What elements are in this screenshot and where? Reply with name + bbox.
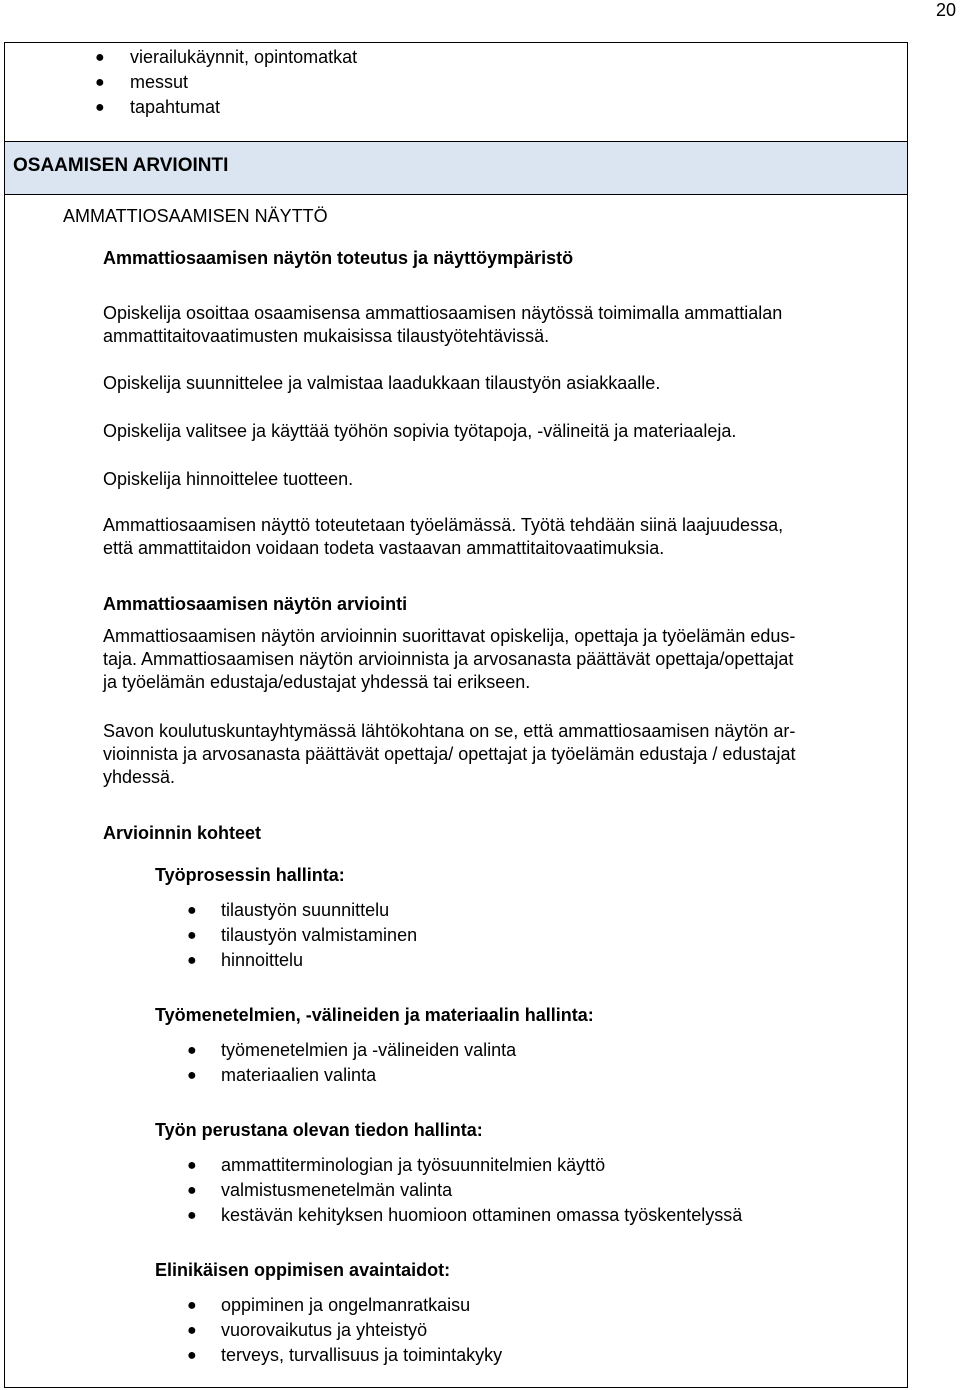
bullet-icon: ● <box>187 1207 197 1224</box>
bullet-icon: ● <box>187 1322 197 1339</box>
bullet-icon: ● <box>95 74 105 91</box>
bullet-icon: ● <box>187 1347 197 1364</box>
section-header <box>5 142 907 195</box>
bullet-icon: ● <box>187 1042 197 1059</box>
subheading-kohteet: Arvioinnin kohteet <box>103 823 262 843</box>
section-title: OSAAMISEN ARVIOINTI <box>13 155 229 176</box>
paragraph-6: Ammattiosaamisen näytön arvioinnin suorittavat opiskelija, opettaja ja työelämän edus- taja. Ammattiosaamisen näytön arvioinnista ja arvosanasta päättävät opettaja/opettajat ja työelämän edustaja/edustajat yhdessä tai erikseen. <box>103 626 796 692</box>
paragraph-5: Ammattiosaamisen näyttö toteutetaan työelämässä. Työtä tehdään siinä laajuudessa, että ammattitaidon voidaan todeta vastaavan ammattitaitovaatimuksia. <box>103 515 784 558</box>
bullet-icon: ● <box>187 1157 197 1174</box>
bullet-icon: ● <box>187 902 197 919</box>
group-title: Elinikäisen oppimisen avaintaidot: <box>155 1260 451 1280</box>
bullet-icon: ● <box>187 1067 197 1084</box>
top-section: ● vierailukäynnit, opintomatkat ● messut ● tapahtumat <box>5 43 907 142</box>
paragraph-3: Opiskelija valitsee ja käyttää työhön sopivia työtapoja, -välineitä ja materiaaleja. <box>103 421 737 441</box>
paragraph-7: Savon koulutuskuntayhtymässä lähtökohtana on se, että ammattiosaamisen näytön ar- vioinnista ja arvosanasta päättävät opettaja/ opettajat ja työelämän edustaja / edustajat yhdessä. <box>103 721 796 787</box>
bullet-icon: ● <box>187 952 197 969</box>
group-title: Työmenetelmien, -välineiden ja materiaalin hallinta: <box>155 1005 594 1025</box>
bullet-icon: ● <box>187 1182 197 1199</box>
paragraph-1: Opiskelija osoittaa osaamisensa ammattiosaamisen näytössä toimimalla ammattialan ammattitaitovaatimusten mukaisissa tilaustyötehtävissä. <box>103 303 783 346</box>
page-number: 20 <box>935 0 956 20</box>
paragraph-2: Opiskelija suunnittelee ja valmistaa laadukkaan tilaustyön asiakkaalle. <box>103 373 661 393</box>
group-title: Työn perustana olevan tiedon hallinta: <box>155 1120 483 1140</box>
main-heading: AMMATTIOSAAMISEN NÄYTTÖ <box>63 206 328 226</box>
subheading-toteutus: Ammattiosaamisen näytön toteutus ja näyttöympäristö <box>103 248 574 268</box>
bullet-icon: ● <box>187 927 197 944</box>
subheading-arviointi: Ammattiosaamisen näytön arviointi <box>103 594 408 614</box>
content-frame: ● vierailukäynnit, opintomatkat ● messut ● tapahtumat OSAAMISEN ARVIOINTI AMMATTIOSAAMISEN NÄYTTÖ Ammattiosaamisen näytön toteutus ja näyttöympäristö Opiskelija osoittaa osaamisensa ammattiosaamisen näytössä toimimalla ammattialan ammattitaitovaatimusten mukaisissa tilaustyötehtävissä. Opiskelija suunnittelee ja valmistaa laadukkaan tilaustyön asiakkaalle. Opiskelija valitsee ja käyttää työhön sopivia työtapoja, -välineitä ja materiaaleja. Opiskelija hinnoittelee tuotteen. Ammattiosaamisen näyttö toteutetaan työelämässä. Työtä tehdään siinä laajuudessa, että ammattitaidon voidaan todeta vastaavan ammattitaitovaatimuksia. Ammattiosaamisen näytön arviointi Ammattiosaamisen näytön arvioinnin suorittavat opiskelija, opettaja ja työelämän edus- taja. Ammattiosaamisen näytön arvioinnista ja arvosanasta päättävät opettaja/opettajat ja työelämän edustaja/edustajat yhdessä tai erikseen. Savon koulutuskuntayhtymässä lähtökohtana on se, että ammattiosaamisen näytön ar- vioinnista ja arvosanasta päättävät opettaja/ opettajat ja työelämän edustaja / edustajat yhdessä. Arvioinnin kohteet Työprosessin hallinta: ● tilaustyön suunnittelu ● tilaustyön valmistaminen ● hinnoittelu Työmenetelmien, -välineiden ja materiaalin hallinta: ● työmenetelmien ja -välineiden valinta ● materiaalien valinta Työn perustana olevan tiedon hallinta: ● ammattiterminologian ja työsuunnitelmien käyttö ● valmistusmenetelmän valinta ● kestävän kehityksen huomioon ottaminen omassa työskentelyssä Elinikäisen oppimisen avaintaidot: ● oppiminen ja ongelmanratkaisu ● vuorovaikutus ja yhteistyö ● terveys, turvallisuus ja toimintakyky <box>4 42 908 1388</box>
group-title: Työprosessin hallinta: <box>155 865 345 885</box>
paragraph-4: Opiskelija hinnoittelee tuotteen. <box>103 469 354 489</box>
bullet-icon: ● <box>95 49 105 66</box>
bullet-icon: ● <box>95 99 105 116</box>
bullet-icon: ● <box>187 1297 197 1314</box>
